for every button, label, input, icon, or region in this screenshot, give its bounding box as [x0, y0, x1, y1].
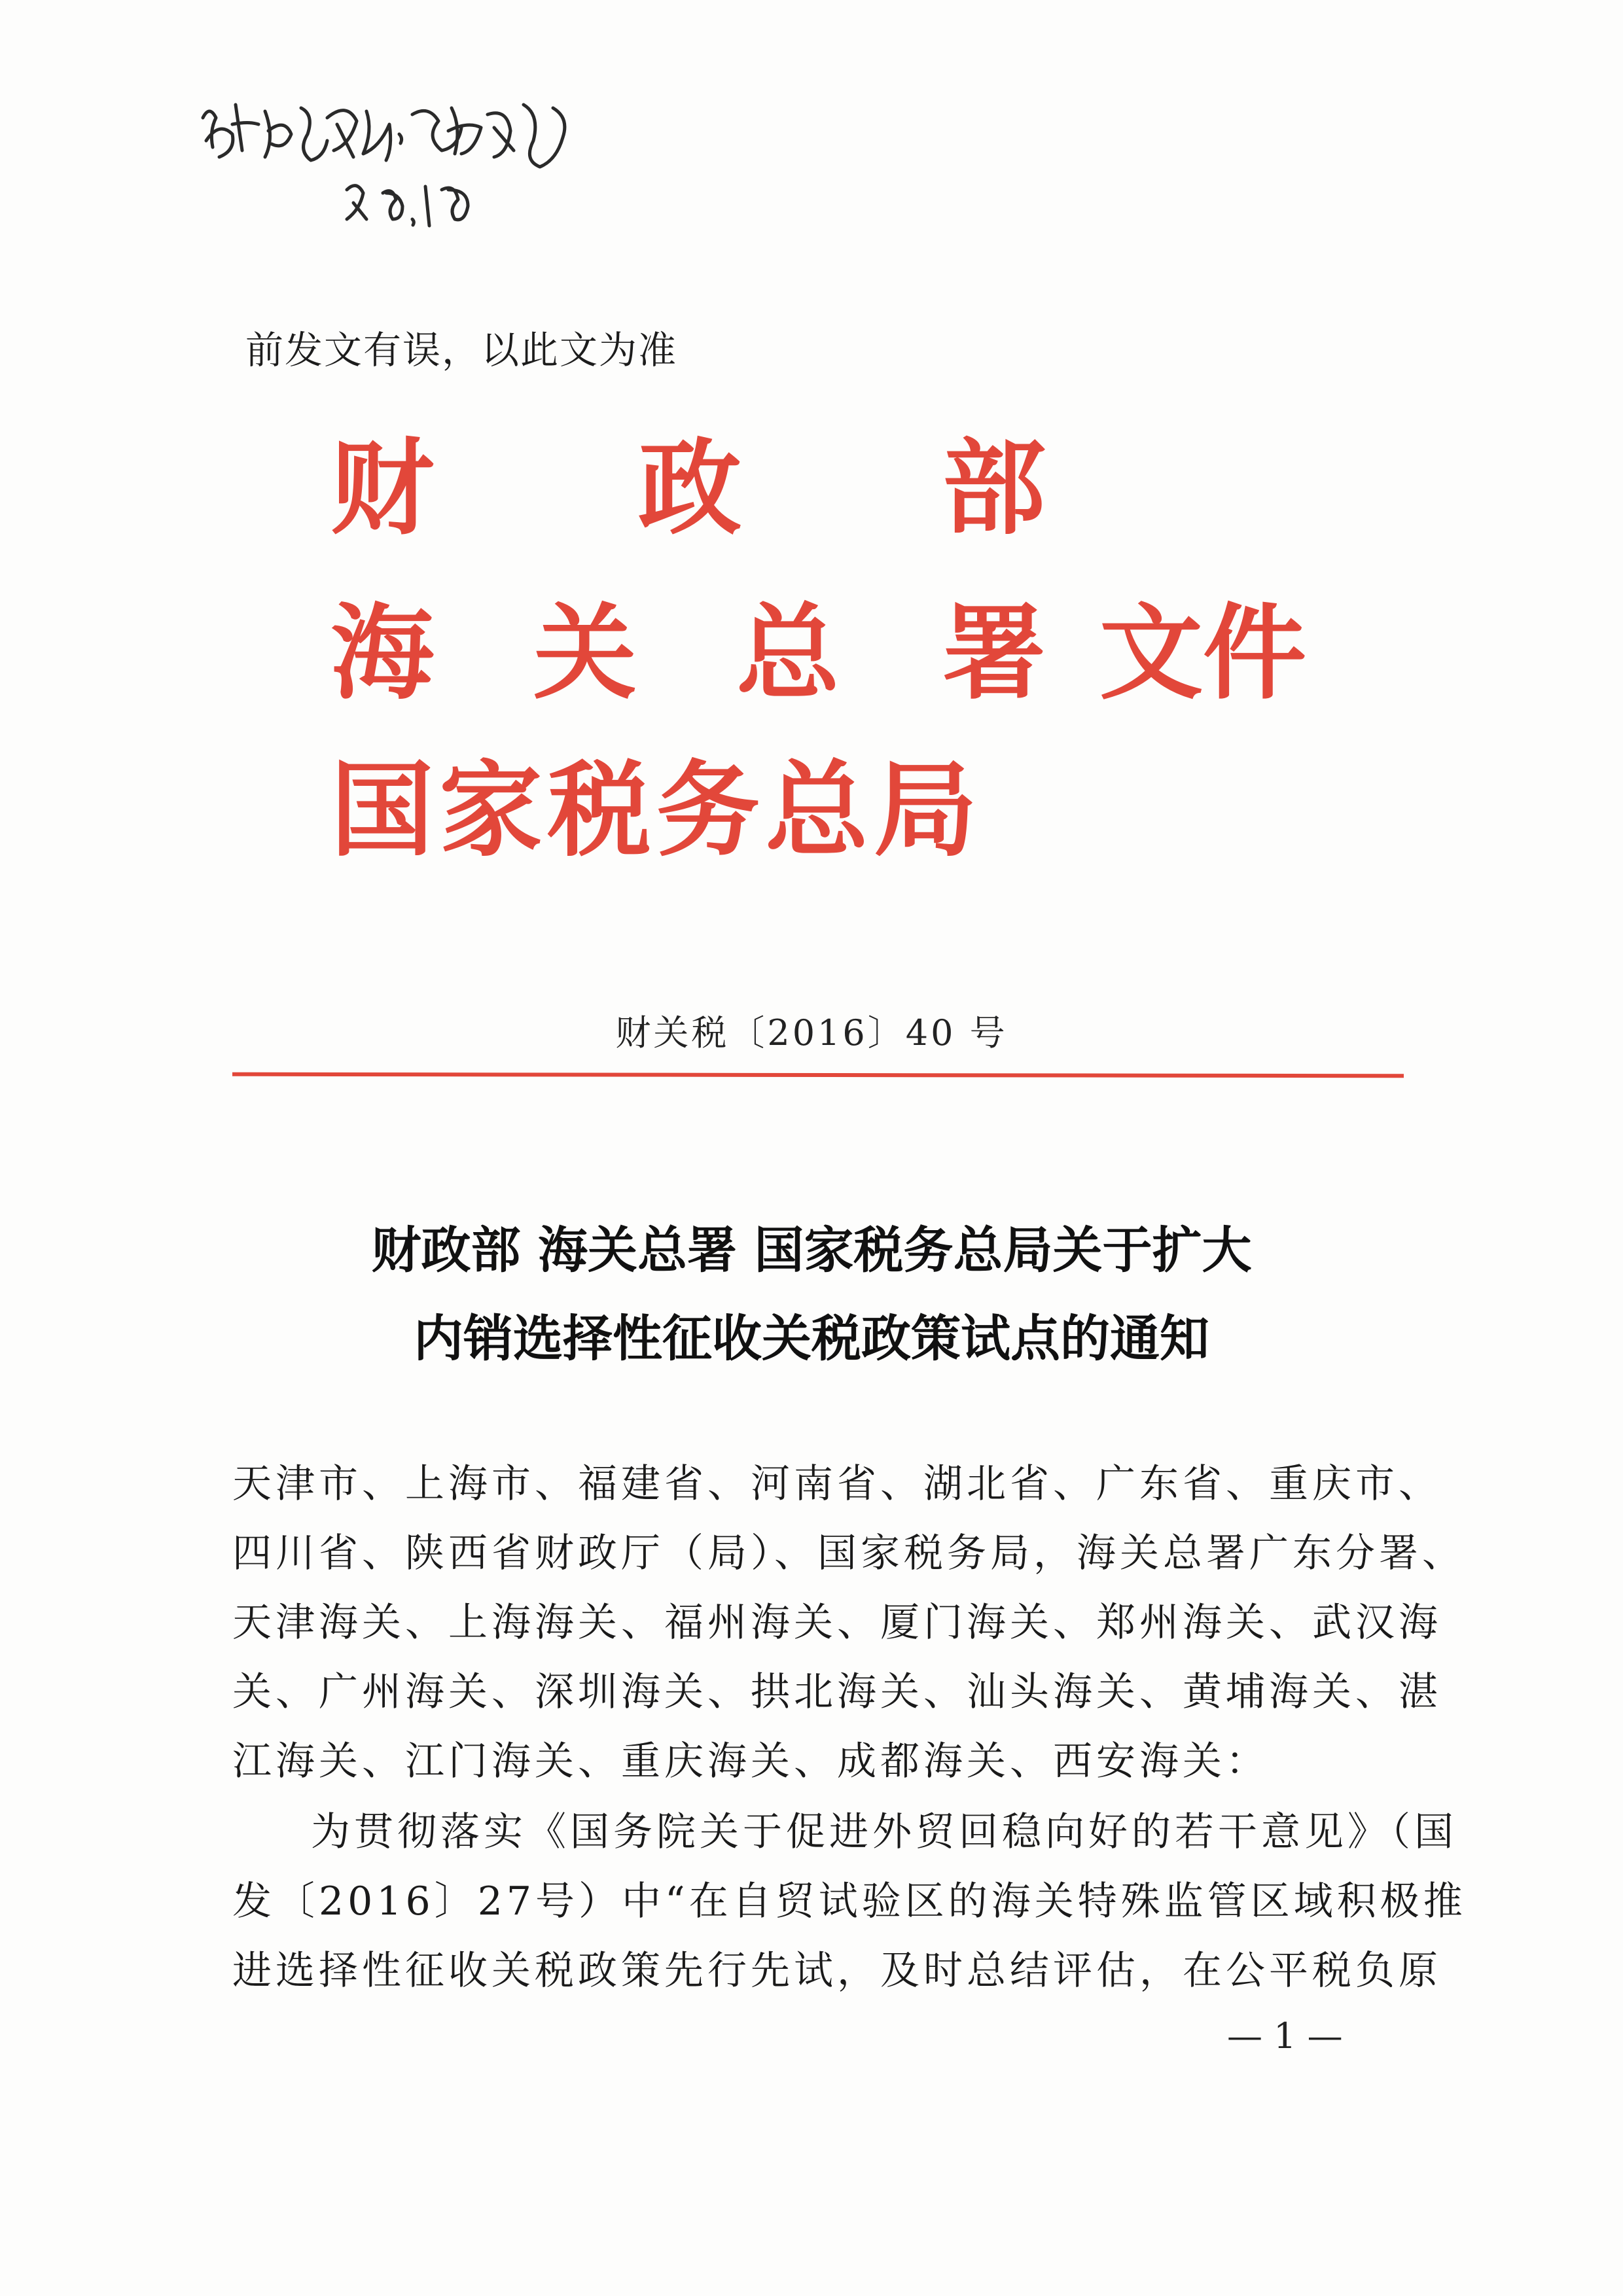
- document-number: 财关税〔2016〕40 号: [615, 1012, 1008, 1053]
- header-char: 总: [736, 593, 840, 714]
- body-line: 天津海关、上海海关、福州海关、厦门海关、郑州海关、武汉海: [232, 1600, 1442, 1646]
- document-title-line-1: 财政部 海关总署 国家税务总局关于扩大: [371, 1221, 1252, 1279]
- header-char: 文件: [1099, 593, 1306, 714]
- handwritten-annotation: [196, 79, 615, 236]
- page-number: — 1 —: [1227, 2015, 1343, 2057]
- header-char: 财: [330, 428, 434, 549]
- body-line: 江海关、江门海关、重庆海关、成都海关、西安海关：: [232, 1739, 1269, 1784]
- document-title-line-2: 内销选择性征收关税政策试点的通知: [414, 1309, 1209, 1368]
- header-char: 署: [942, 593, 1046, 714]
- body-line: 为贯彻落实《国务院关于促进外贸回稳向好的若干意见》（国: [311, 1809, 1457, 1855]
- header-char: 政: [638, 428, 741, 549]
- body-line: 关、广州海关、深圳海关、拱北海关、汕头海关、黄埔海关、湛: [232, 1669, 1442, 1715]
- body-line: 进选择性征收关税政策先行先试，及时总结评估，在公平税负原: [232, 1948, 1442, 1994]
- body-line: 四川省、陕西省财政厅（局）、国家税务局，海关总署广东分署、: [232, 1530, 1465, 1576]
- red-divider-line: [232, 1072, 1404, 1078]
- body-line: 发〔2016〕27号）中“在自贸试验区的海关特殊监管区域积极推: [232, 1879, 1467, 1924]
- header-char: 海: [330, 593, 434, 714]
- header-char: 关: [533, 593, 637, 714]
- correction-note: 前发文有误，以此文为准: [245, 328, 678, 372]
- header-text: 国家税务总局: [330, 750, 982, 871]
- body-line: 天津市、上海市、福建省、河南省、湖北省、广东省、重庆市、: [232, 1461, 1442, 1507]
- header-char: 部: [942, 428, 1046, 549]
